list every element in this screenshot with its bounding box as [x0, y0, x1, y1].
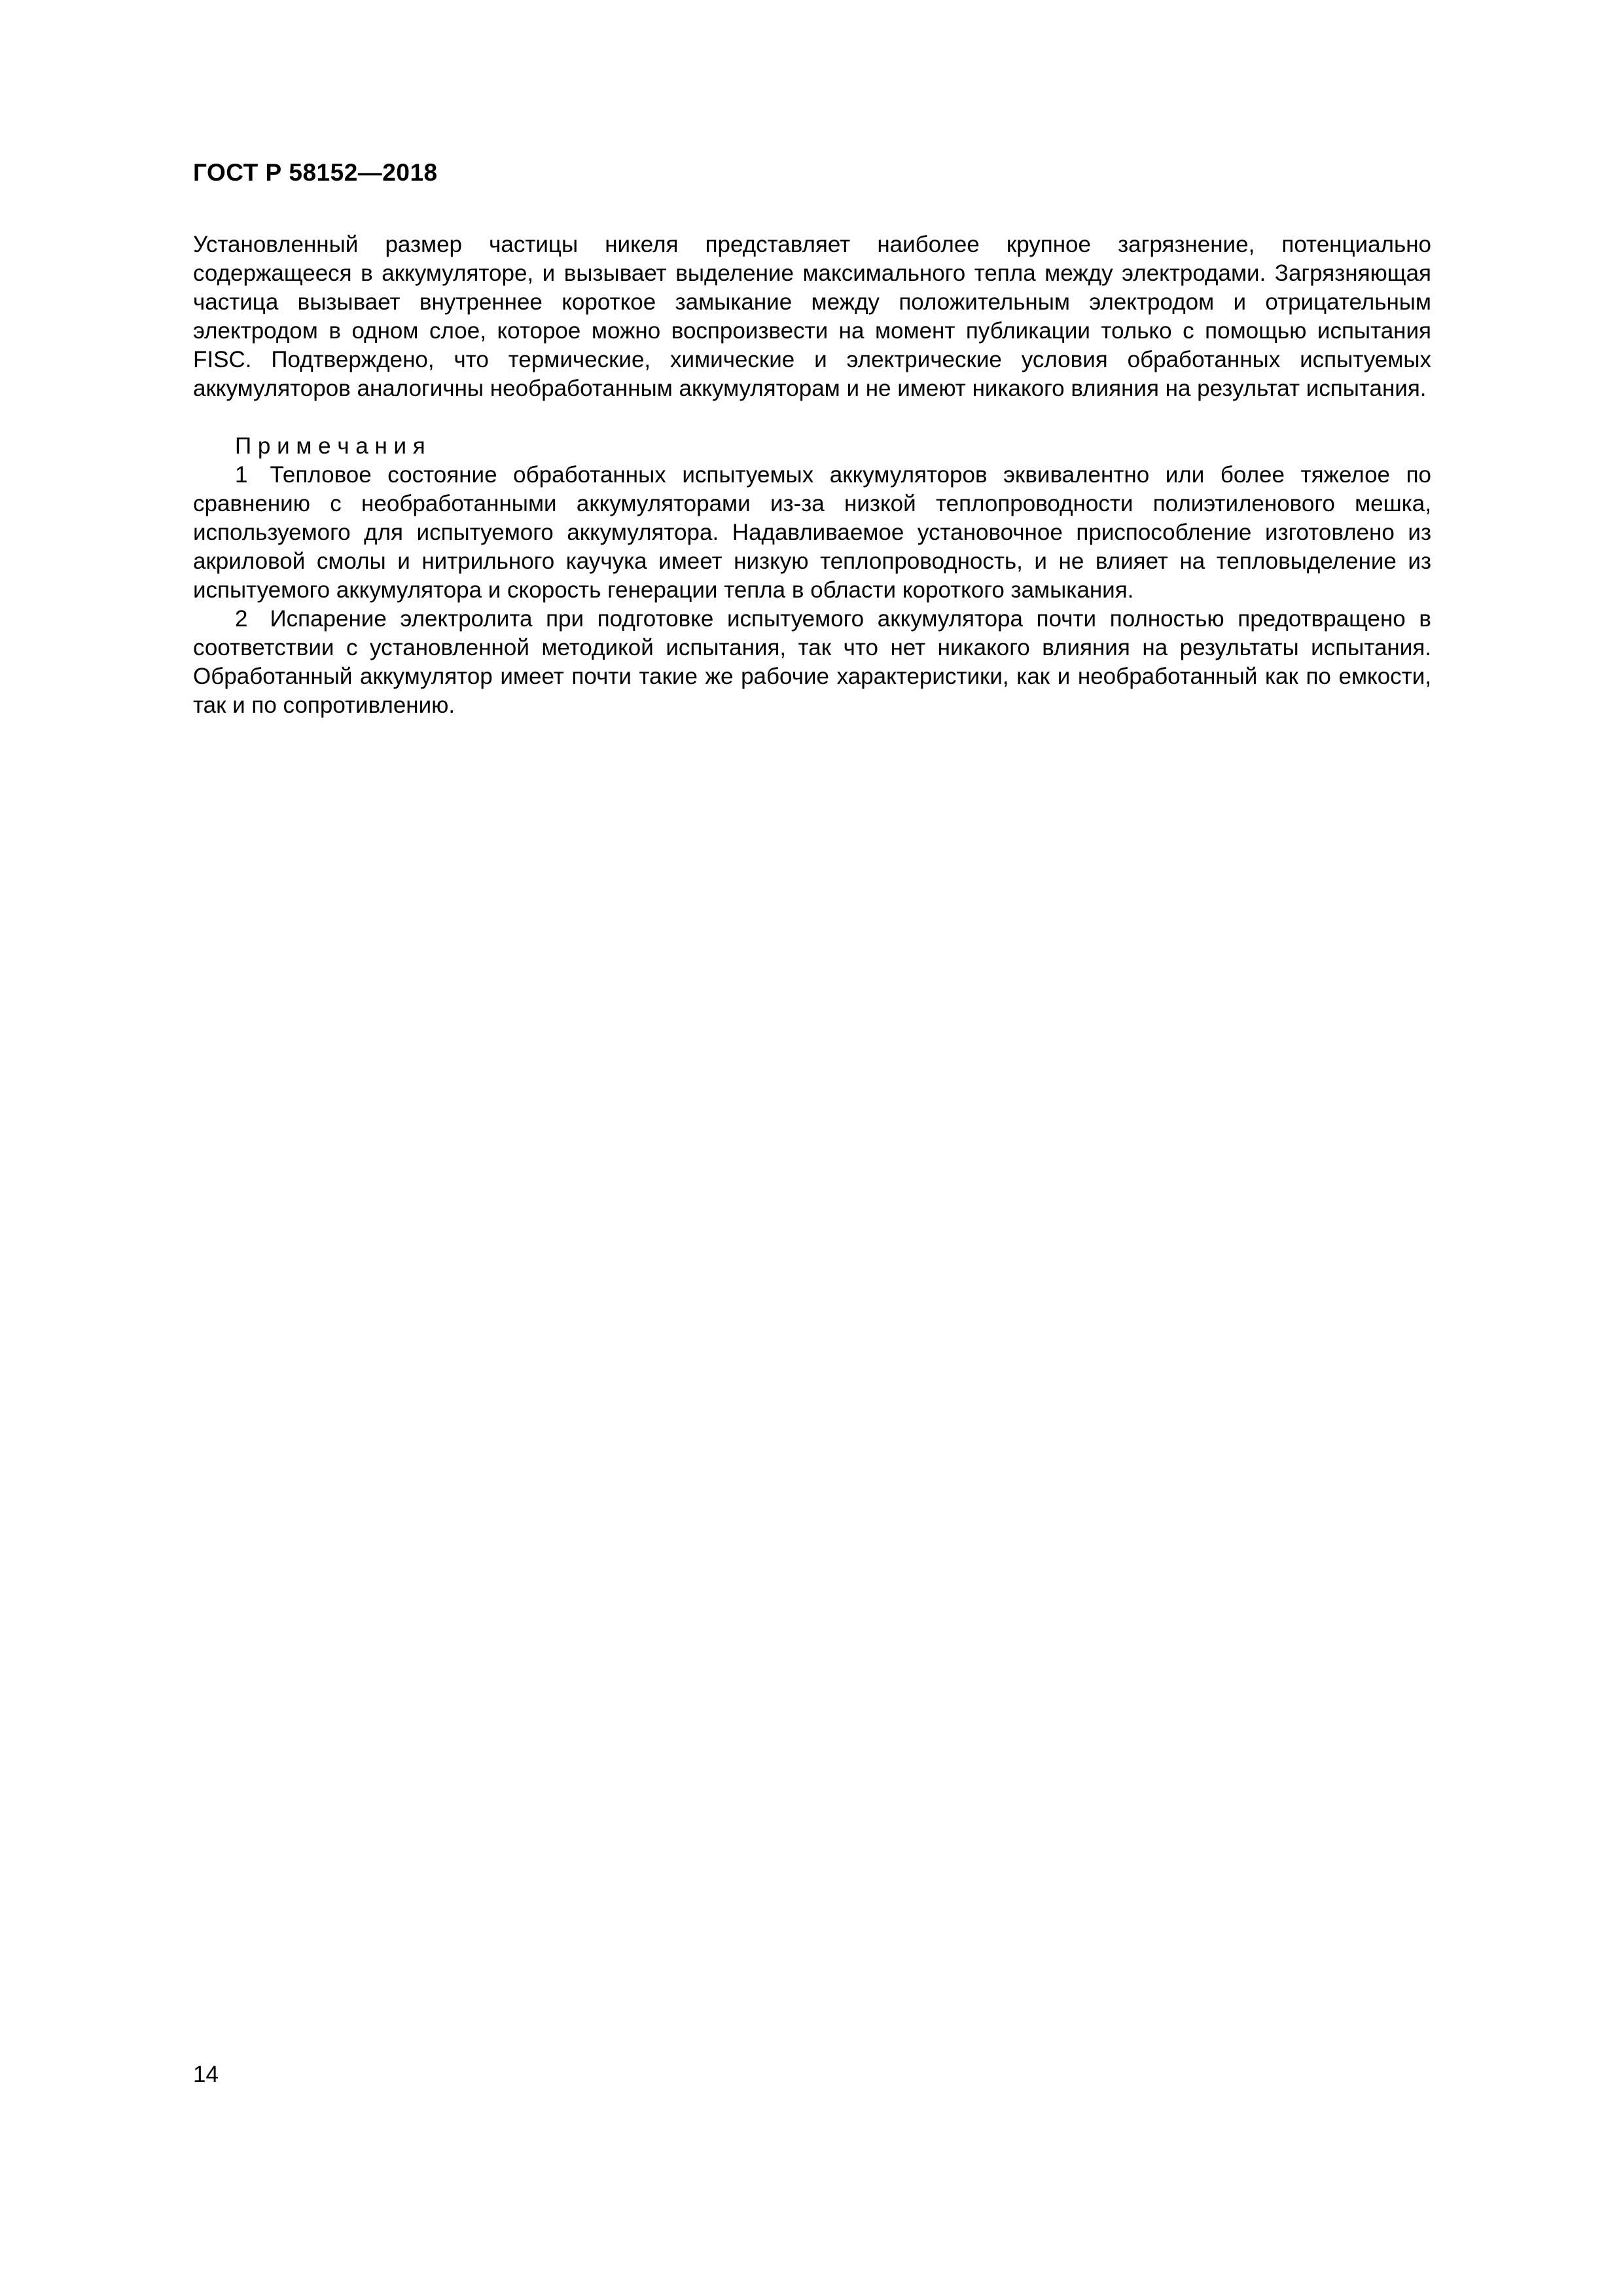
document-code-header: ГОСТ Р 58152—2018	[193, 159, 438, 186]
note-1-number: 1	[235, 462, 248, 488]
page-number: 14	[193, 2062, 219, 2087]
note-item-2	[193, 605, 1431, 720]
note-2-number: 2	[235, 606, 248, 632]
note-2-text: Испарение электролита при подготовке испытуемого аккумулятора почти полностью предотвращено в соответствии с установленной методикой испытания, так что нет никакого влияния на результаты испытания. Обработанный аккумулятор имеет почти такие же рабочие характеристики, как и необработанный как по емкости, так и по сопротивлению.	[193, 606, 1431, 718]
note-item-1	[193, 461, 1431, 605]
page-content	[193, 158, 1431, 720]
notes-heading: П р и м е ч а н и я	[235, 433, 425, 459]
note-1-text: Тепловое состояние обработанных испытуемых аккумуляторов эквивалентно или более тяжелое по сравнению с необработанными аккумуляторами из-за низкой теплопроводности полиэтиленового мешка, используемого для испытуемого аккумулятора. Надавливаемое установочное приспособление изготовлено из акриловой смолы и нитрильного каучука имеет низкую теплопроводность, и не влияет на тепловыделение из испытуемого аккумулятора и скорость генерации тепла в области короткого замыкания.	[193, 462, 1431, 603]
main-paragraph: Установленный размер частицы никеля представляет наиболее крупное загрязнение, потенциально содержащееся в аккумуляторе, и вызывает выделение максимального тепла между электродами. Загрязняющая частица вызывает внутреннее короткое замыкание между положительным электродом и отрицательным электродом в одном слое, которое можно воспроизвести на момент публикации только с помощью испытания FISC. Подтверждено, что термические, химические и электрические условия обработанных испытуемых аккумуляторов аналогичны необработанным аккумуляторам и не имеют никакого влияния на результат испытания.	[193, 232, 1431, 401]
